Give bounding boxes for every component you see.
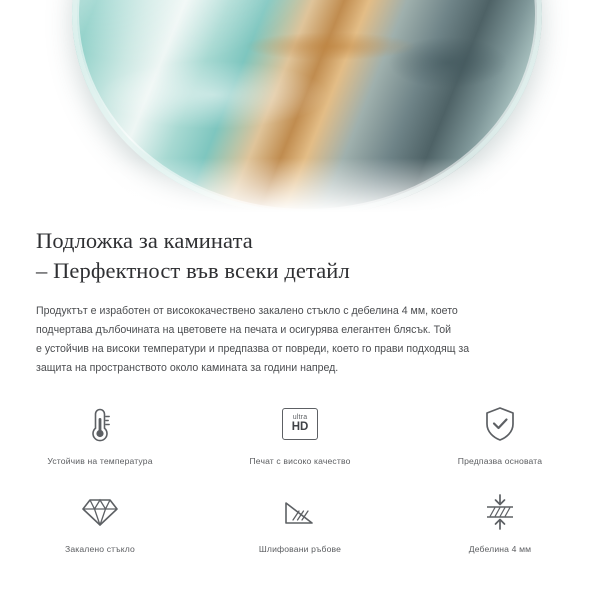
feature-label: Шлифовани ръбове xyxy=(258,544,342,554)
feature-tempered-glass xyxy=(0,488,200,554)
description-line4: защита на пространството около камината за години напред. xyxy=(36,362,339,374)
polished-edges-icon xyxy=(282,488,318,536)
thickness-arrows-icon xyxy=(482,488,518,536)
description-line2: подчертава дълбочината на цветовете на печата и осигурява елегантен блясък. Той xyxy=(36,324,452,336)
page-title-line1: Подложка за камината xyxy=(36,228,253,253)
description-line3: е устойчив на високи температури и предпазва от повреди, което го прави подходящ за xyxy=(36,343,470,355)
description-paragraph xyxy=(0,302,600,378)
feature-label: Закалено стъкло xyxy=(64,544,135,554)
page-title-line2: – Перфектност във всеки детайл xyxy=(36,258,350,283)
hero-bottom-fade xyxy=(0,158,600,228)
feature-protects-surface xyxy=(400,400,600,466)
description-line1: Продуктът е изработен от висококачествено закалено стъкло с дебелина 4 мм, което xyxy=(36,305,458,317)
ultra-hd-badge-bottom: HD xyxy=(291,421,309,434)
feature-thickness xyxy=(400,488,600,554)
feature-row-1 xyxy=(0,400,600,466)
feature-list xyxy=(0,400,600,554)
feature-high-quality-print xyxy=(200,400,400,466)
ultra-hd-badge-top: ultra xyxy=(292,414,308,422)
feature-label: Предпазва основата xyxy=(457,456,543,466)
page-title xyxy=(0,226,600,286)
feature-label: Дебелина 4 мм xyxy=(468,544,532,554)
hero-image xyxy=(0,0,600,228)
feature-row-2 xyxy=(0,488,600,554)
thermometer-icon xyxy=(85,400,115,448)
feature-label: Печат с високо качество xyxy=(249,456,351,466)
shield-check-icon xyxy=(483,400,517,448)
feature-temperature-resistant xyxy=(0,400,200,466)
feature-polished-edges xyxy=(200,488,400,554)
text-content xyxy=(0,226,600,378)
feature-label: Устойчив на температура xyxy=(47,456,153,466)
ultra-hd-print-icon xyxy=(282,400,318,448)
diamond-icon xyxy=(81,488,119,536)
